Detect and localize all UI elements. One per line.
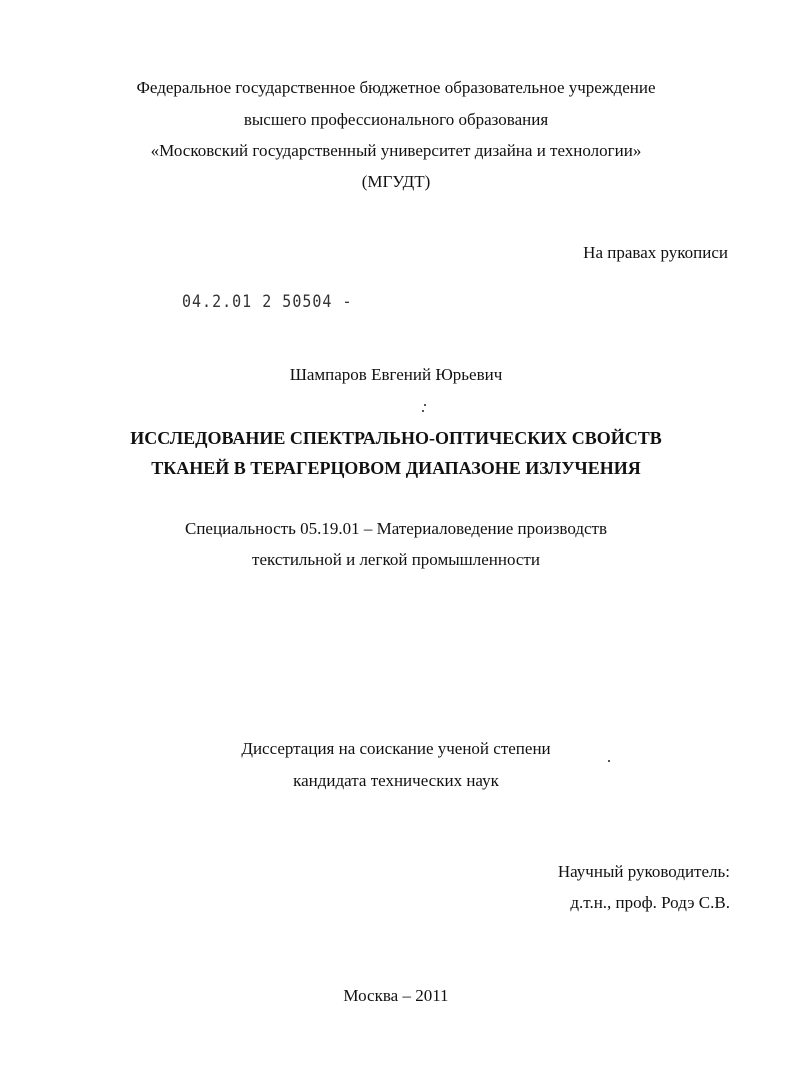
manuscript-note: На правах рукописи [583,243,728,262]
scan-speck [608,760,610,762]
scan-speck [422,410,424,412]
degree-line-1: Диссертация на соискание ученой степени [241,739,551,758]
place-and-year: Москва – 2011 [343,986,449,1005]
thesis-title-line-1: ИССЛЕДОВАНИЕ СПЕКТРАЛЬНО-ОПТИЧЕСКИХ СВОЙСТВ [130,428,662,448]
specialty-line-1: Специальность 05.19.01 – Материаловедение производств [185,519,607,538]
institution-abbreviation: (МГУДТ) [361,172,431,191]
institution-line-2: высшего профессионального образования [243,110,549,129]
author-name: Шампаров Евгений Юрьевич [289,365,503,384]
registration-stamp: 04.2.01 2 50504 - [182,291,353,312]
institution-line-1: Федеральное государственное бюджетное образовательное учреждение [136,78,656,97]
scan-speck [424,404,426,406]
degree-line-2: кандидата технических наук [293,771,499,790]
institution-line-3: «Московский государственный университет дизайна и технологии» [150,141,642,160]
supervisor-label: Научный руководитель: [557,862,730,881]
supervisor-name: д.т.н., проф. Родэ С.В. [570,893,730,912]
specialty-line-2: текстильной и легкой промышленности [252,550,540,569]
thesis-title-line-2: ТКАНЕЙ В ТЕРАГЕРЦОВОМ ДИАПАЗОНЕ ИЗЛУЧЕНИЯ [151,458,641,478]
